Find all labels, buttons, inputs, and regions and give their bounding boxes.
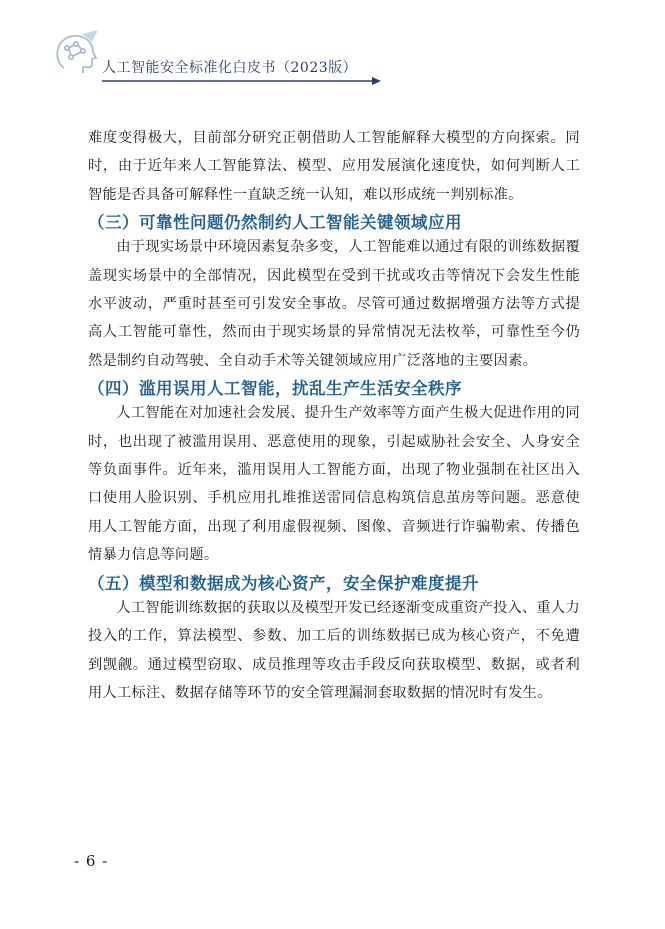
intro-paragraph: 难度变得极大，目前部分研究正朝借助人工智能解释大模型的方向探索。同时，由于近年来人工智能算法、模型、应用发展演化速度快，如何判断人工智能是否具备可解释性一直缺乏统一认知，难以形成统一判别标准。 xyxy=(88,130,580,203)
page-header xyxy=(52,30,358,80)
document-title: 人工智能安全标准化白皮书（2023版） xyxy=(102,60,358,76)
section-body-3: 由于现实场景中环境因素复杂多变，人工智能难以通过有限的训练数据覆盖现实场景中的全部情况，因此模型在受到干扰或攻击等情况下会发生性能水平波动，严重时甚至可引发安全事故。尽管可通过数据增强方法等方式提高人工智能可靠性，然而由于现实场景的异常情况无法枚举，可靠性至今仍然是制约自动驾驶、全自动手术等关键领域应用广泛落地的主要因素。 xyxy=(88,239,580,369)
page-content xyxy=(88,124,580,707)
section-heading-4: （四）滥用误用人工智能，扰乱生产生活安全秩序 xyxy=(88,379,462,399)
header-rule xyxy=(102,76,382,86)
ai-head-circuit-icon xyxy=(52,30,104,78)
section-heading-5: （五）模型和数据成为核心资产，安全保护难度提升 xyxy=(88,573,479,593)
section-body-5: 人工智能训练数据的获取以及模型开发已经逐渐变成重资产投入、重人力投入的工作，算法模型、参数、加工后的训练数据已成为核心资产，不免遭到觊觎。通过模型窃取、成员推理等攻击手段反向获取模型、数据，或者利用人工标注、数据存储等环节的安全管理漏洞套取数据的情况时有发生。 xyxy=(88,599,580,701)
section-body-4: 人工智能在对加速社会发展、提升生产效率等方面产生极大促进作用的同时，也出现了被滥用误用、恶意使用的现象，引起威胁社会安全、人身安全等负面事件。近年来，滥用误用人工智能方面，出现了物业强制在社区出入口使用人脸识别、手机应用扎堆推送雷同信息构筑信息茧房等问题。恶意使用人工智能方面，出现了利用虚假视频、图像、音频进行诈骗勒索、传播色情暴力信息等问题。 xyxy=(88,405,580,564)
section-heading-3: （三）可靠性问题仍然制约人工智能关键领域应用 xyxy=(88,213,462,233)
page-number: - 6 - xyxy=(74,852,109,870)
